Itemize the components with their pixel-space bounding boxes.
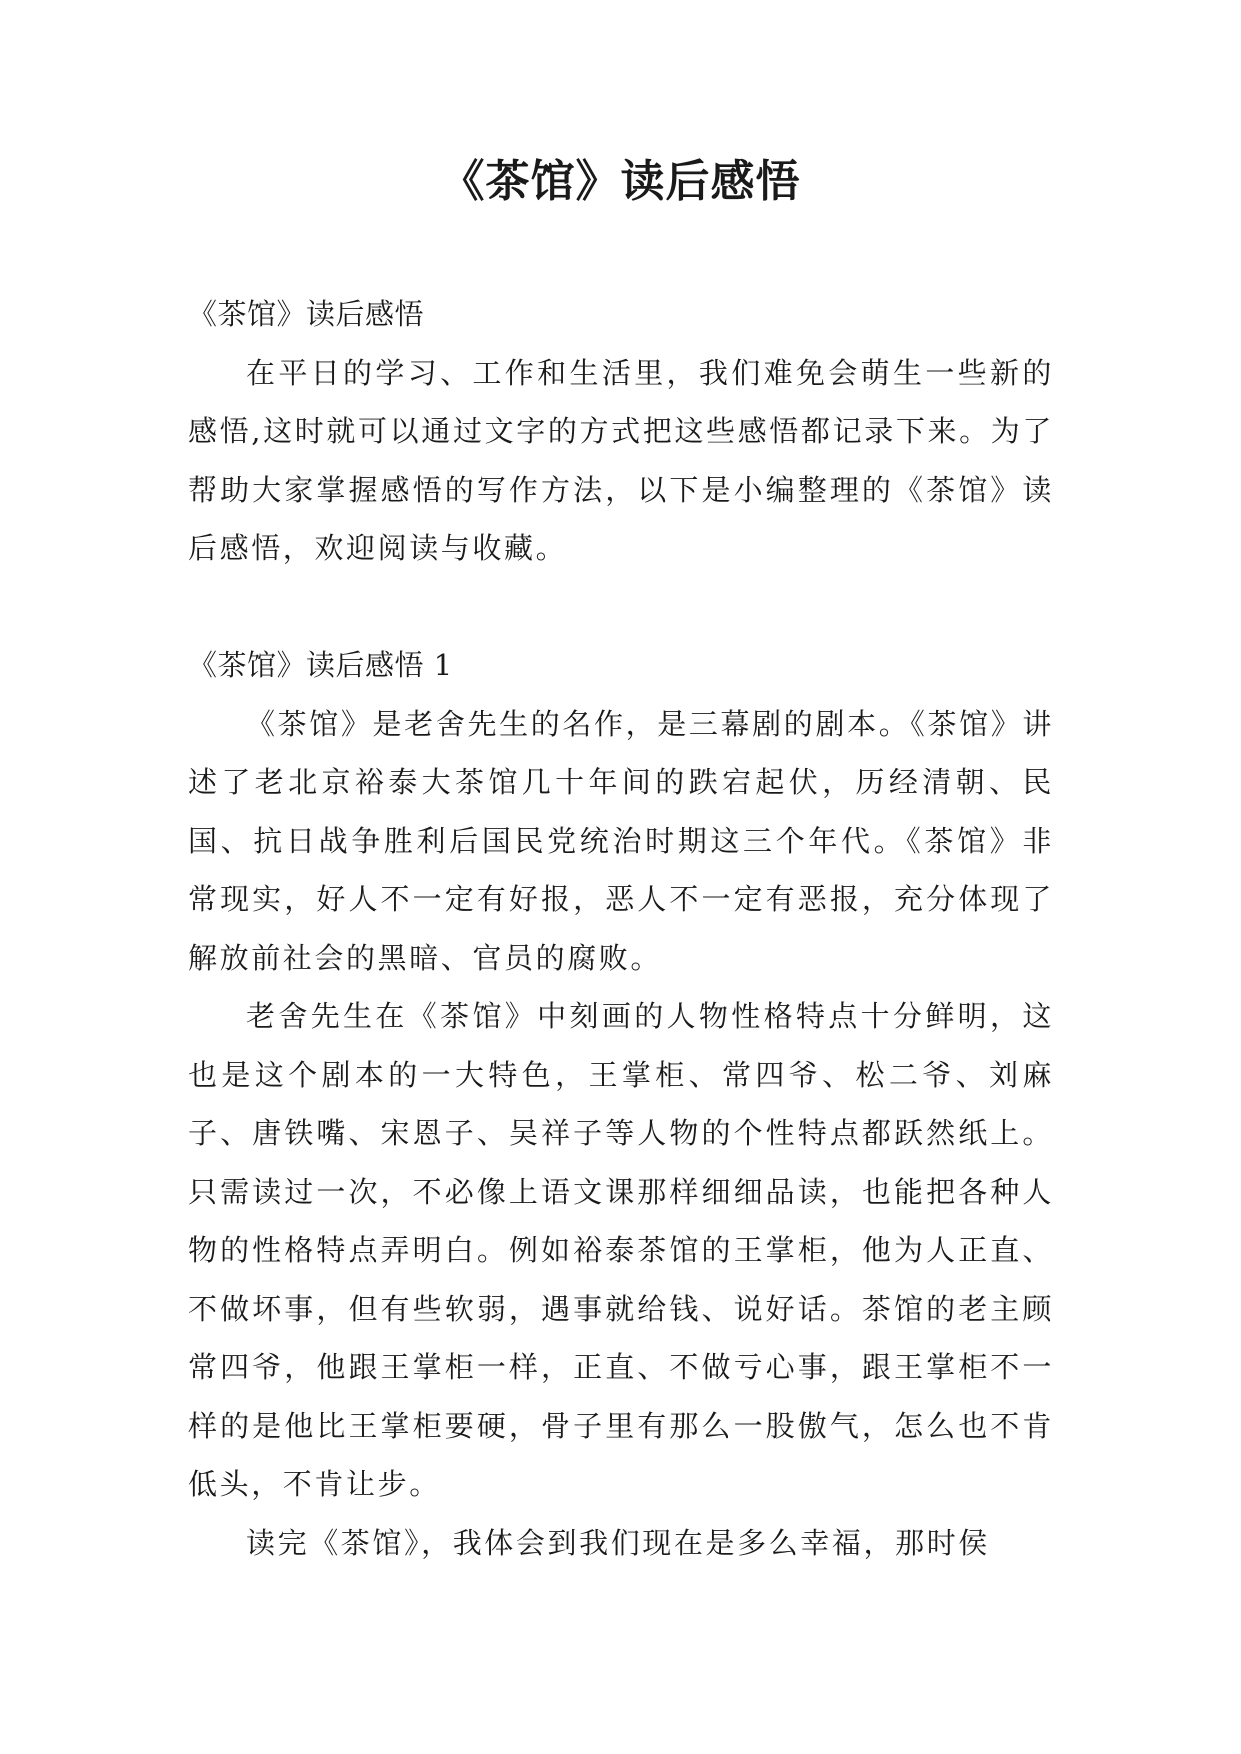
section-heading: 《茶馆》读后感悟 1 xyxy=(188,648,453,682)
section-spacer xyxy=(188,578,1054,637)
body-paragraph: 老舍先生在《茶馆》中刻画的人物性格特点十分鲜明，这也是这个剧本的一大特色，王掌柜、常四爷、松二爷、刘麻子、唐铁嘴、宋恩子、吴祥子等人物的个性特点都跃然纸上。只需读过一次，不必像上语文课那样细细品读，也能把各种人物的性格特点弄明白。例如裕泰茶馆的王掌柜，他为人正直、不做坏事，但有些软弱，遇事就给钱、说好话。茶馆的老主顾常四爷，他跟王掌柜一样，正直、不做亏心事，跟王掌柜不一样的是他比王掌柜要硬，骨子里有那么一股傲气，怎么也不肯低头，不肯让步。 xyxy=(188,999,1054,1501)
document-title: 《茶馆》读后感悟 xyxy=(440,156,801,207)
document-body xyxy=(188,285,1054,1572)
subtitle: 《茶馆》读后感悟 xyxy=(188,297,425,331)
body-paragraph: 《茶馆》是老舍先生的名作，是三幕剧的剧本。《茶馆》讲述了老北京裕泰大茶馆几十年间的跌宕起伏，历经清朝、民国、抗日战争胜利后国民党统治时期这三个年代。《茶馆》非常现实，好人不一定有好报，恶人不一定有恶报，充分体现了解放前社会的黑暗、官员的腐败。 xyxy=(188,706,1054,975)
body-paragraph: 读完《茶馆》，我体会到我们现在是多么幸福，那时侯 xyxy=(246,1525,990,1560)
intro-paragraph: 在平日的学习、工作和生活里，我们难免会萌生一些新的感悟,这时就可以通过文字的方式把这些感悟都记录下来。为了帮助大家掌握感悟的写作方法，以下是小编整理的《茶馆》读后感悟，欢迎阅读与收藏。 xyxy=(188,355,1054,565)
